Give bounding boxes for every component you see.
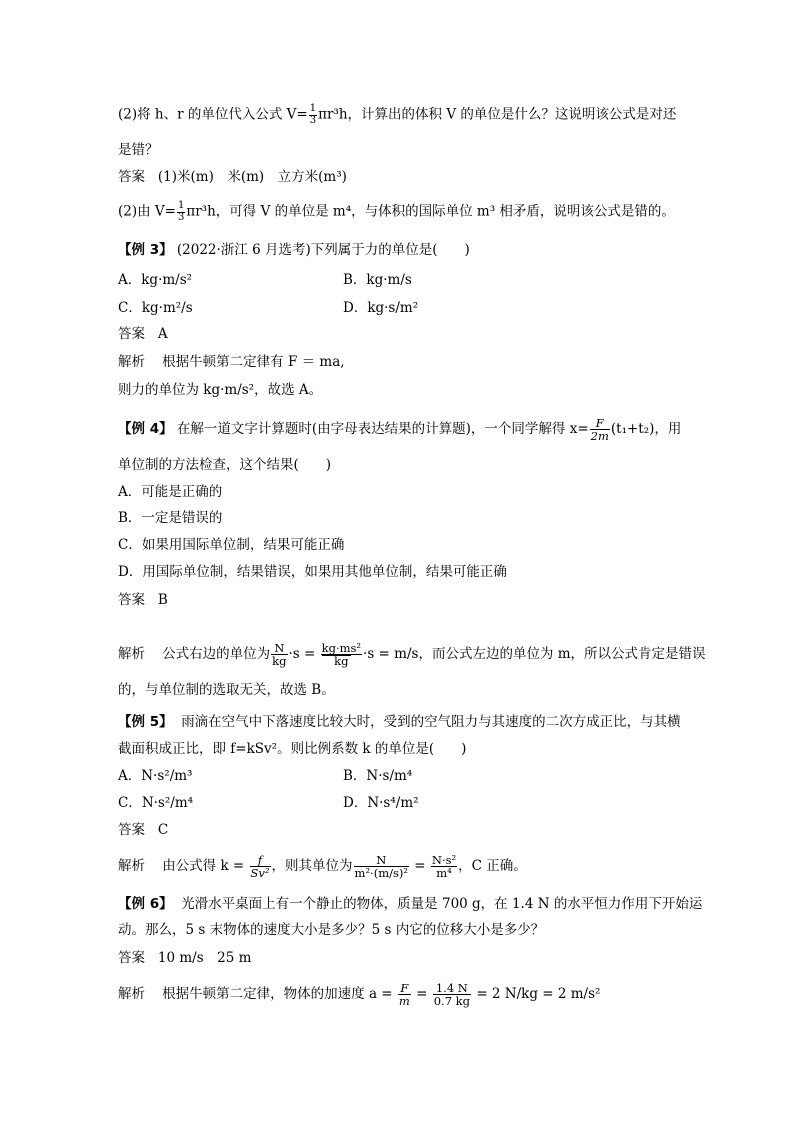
example-4-stem [118, 417, 681, 442]
answer-2-line [118, 201, 675, 223]
example-stem: 在解一道文字计算题时(由字母表达结果的计算题)，一个同学解得 x= [176, 421, 589, 438]
example-tag: 【例 3】 [118, 242, 173, 258]
frac-numerator: N [354, 854, 409, 867]
answer-1-text: (1)米(m) 米(m) 立方米(m³) [157, 169, 347, 185]
example-5-stem [118, 712, 681, 732]
frac-denominator: kg [334, 654, 349, 668]
explanation-text-end: ，C 正确。 [458, 858, 527, 874]
frac-denominator: m [398, 994, 410, 1008]
answer-value: B [157, 592, 168, 608]
option-a: A．kg·m/s² [118, 272, 193, 288]
f-over-sv2-fraction [250, 854, 271, 879]
x-formula-fraction [590, 417, 610, 442]
example-6-explanation [118, 974, 600, 1014]
option-c: C．N·s²/m⁴ [118, 795, 194, 811]
frac-denominator: 3 [177, 211, 185, 223]
example-4-explanation [118, 622, 706, 686]
explanation-text: 公式右边的单位为 [162, 646, 271, 662]
option-a: A．N·s²/m³ [118, 768, 193, 784]
option-c: C．kg·m²/s [118, 300, 193, 316]
frac-denominator: kg [272, 654, 287, 668]
q2-text: (2)将 h、r 的单位代入公式 V= [118, 106, 308, 123]
example-stem: (2022·浙江 6 月选考)下列属于力的单位是( ) [176, 242, 470, 258]
option-d: D．kg·s/m² [343, 300, 419, 316]
explanation-text-end: = 2 N/kg = 2 m/s² [476, 986, 601, 1002]
answer-label: 答案 [118, 592, 145, 608]
explanation-label: 解析 [118, 646, 145, 662]
frac-numerator: F [398, 982, 411, 995]
option-d: D．用国际单位制，结果错误，如果用其他单位制，结果可能正确 [118, 564, 507, 580]
question-2-line-2: 是错？ [118, 142, 159, 158]
option-c: C．如果用国际单位制，结果可能正确 [118, 537, 345, 553]
explanation-label: 解析 [118, 986, 145, 1002]
example-4-explanation-2: 的，与单位制的选取无关，故选 B。 [118, 682, 335, 698]
explanation-text: 根据牛顿第二定律有 F ＝ ma, [162, 354, 345, 370]
answer-label: 答案 [118, 950, 145, 966]
frac-numerator: 1.4 N [433, 982, 471, 995]
example-6-stem [118, 894, 702, 914]
explanation-text: 由公式得 k = [162, 858, 245, 874]
frac-denominator: Sv² [250, 866, 270, 880]
frac-numerator: 1 [309, 103, 317, 114]
example-stem: 光滑水平桌面上有一个静止的物体，质量是 700 g，在 1.4 N 的水平恒力作用下开始运 [181, 896, 703, 912]
equals-sign: = [416, 986, 428, 1002]
example-tag: 【例 6】 [118, 896, 173, 912]
option-a: A．可能是正确的 [118, 484, 223, 500]
explanation-text-mid: ，则其单位为 [271, 858, 353, 874]
answer-value: 10 m/s 25 m [157, 950, 252, 966]
answer-2-text-continued: πr³h，可得 V 的单位是 m⁴，与体积的国际单位 m³ 相矛盾，说明该公式是错的。 [186, 203, 675, 220]
frac-numerator: f [250, 854, 271, 867]
example-3-stem [118, 240, 470, 260]
one-third-fraction [309, 104, 317, 126]
frac-numerator: F [590, 417, 610, 430]
inner-numerator: kg·m [321, 640, 351, 655]
answer-label: 答案 [118, 822, 145, 838]
example-5-stem-2: 截面积成正比，即 f=kSv²。则比例系数 k 的单位是( ) [118, 741, 467, 757]
example-stem-continued: (t₁+t₂)，用 [610, 421, 682, 438]
frac-denominator: 3 [309, 114, 317, 126]
answer-1-line [118, 167, 347, 187]
example-5-answer [118, 820, 168, 840]
frac-numerator: 1 [177, 200, 185, 211]
frac-numerator: N·s² [431, 852, 457, 867]
example-4-answer [118, 590, 168, 610]
answer-value: A [157, 326, 168, 342]
answer-label: 答案 [118, 326, 145, 342]
frac-denominator: m⁴ [436, 866, 452, 880]
example-3-explanation [118, 352, 345, 372]
explanation-label: 解析 [118, 858, 145, 874]
frac-numerator: N [271, 642, 287, 655]
one-third-fraction [177, 201, 185, 223]
option-b: B．一定是错误的 [118, 510, 223, 526]
frac-denominator: m²·(m/s)² [354, 866, 408, 880]
option-b: B．N·s/m⁴ [343, 768, 413, 784]
q2-text-continued: πr³h，计算出的体积 V 的单位是什么？这说明该公式是对还 [318, 106, 677, 123]
frac-denominator: 2m [590, 429, 609, 444]
unit-fraction [354, 854, 409, 879]
explanation-text-continued: ·s = m/s，而公式左边的单位为 m，所以公式肯定是错误 [363, 646, 706, 662]
equals-sign: = [414, 858, 426, 874]
example-3-explanation-2: 则力的单位为 kg·m/s²，故选 A。 [118, 382, 323, 398]
compound-unit-fraction [321, 642, 362, 667]
answer-value: C [157, 822, 169, 838]
frac-denominator: 0.7 kg [433, 994, 471, 1008]
kgm-over-s2 [322, 642, 361, 654]
explanation-text: 根据牛顿第二定律，物体的加速度 a = [162, 986, 393, 1002]
value-fraction [433, 982, 471, 1007]
n-over-kg-fraction [271, 642, 287, 667]
example-4-stem-2: 单位制的方法检查，这个结果( ) [118, 457, 332, 473]
question-2-line-1 [118, 104, 676, 126]
example-stem: 雨滴在空气中下落速度比较大时，受到的空气阻力与其速度的二次方成正比，与其横 [181, 714, 681, 730]
option-d: D．N·s⁴/m² [343, 795, 419, 811]
example-tag: 【例 4】 [118, 421, 173, 438]
example-6-answer [118, 948, 251, 968]
unit-fraction-result [431, 854, 457, 879]
example-5-explanation [118, 846, 527, 886]
f-over-m-fraction [398, 982, 411, 1007]
answer-2-text: (2)由 V= [118, 203, 176, 220]
times-s-text: ·s = [288, 646, 316, 662]
example-tag: 【例 5】 [118, 714, 173, 730]
example-6-stem-2: 动。那么，5 s 末物体的速度大小是多少？5 s 内它的位移大小是多少？ [118, 922, 545, 938]
answer-label: 答案 [118, 169, 145, 185]
explanation-label: 解析 [118, 354, 145, 370]
option-b: B．kg·m/s [343, 272, 412, 288]
example-3-answer [118, 324, 168, 344]
inner-denominator: s² [350, 640, 362, 655]
